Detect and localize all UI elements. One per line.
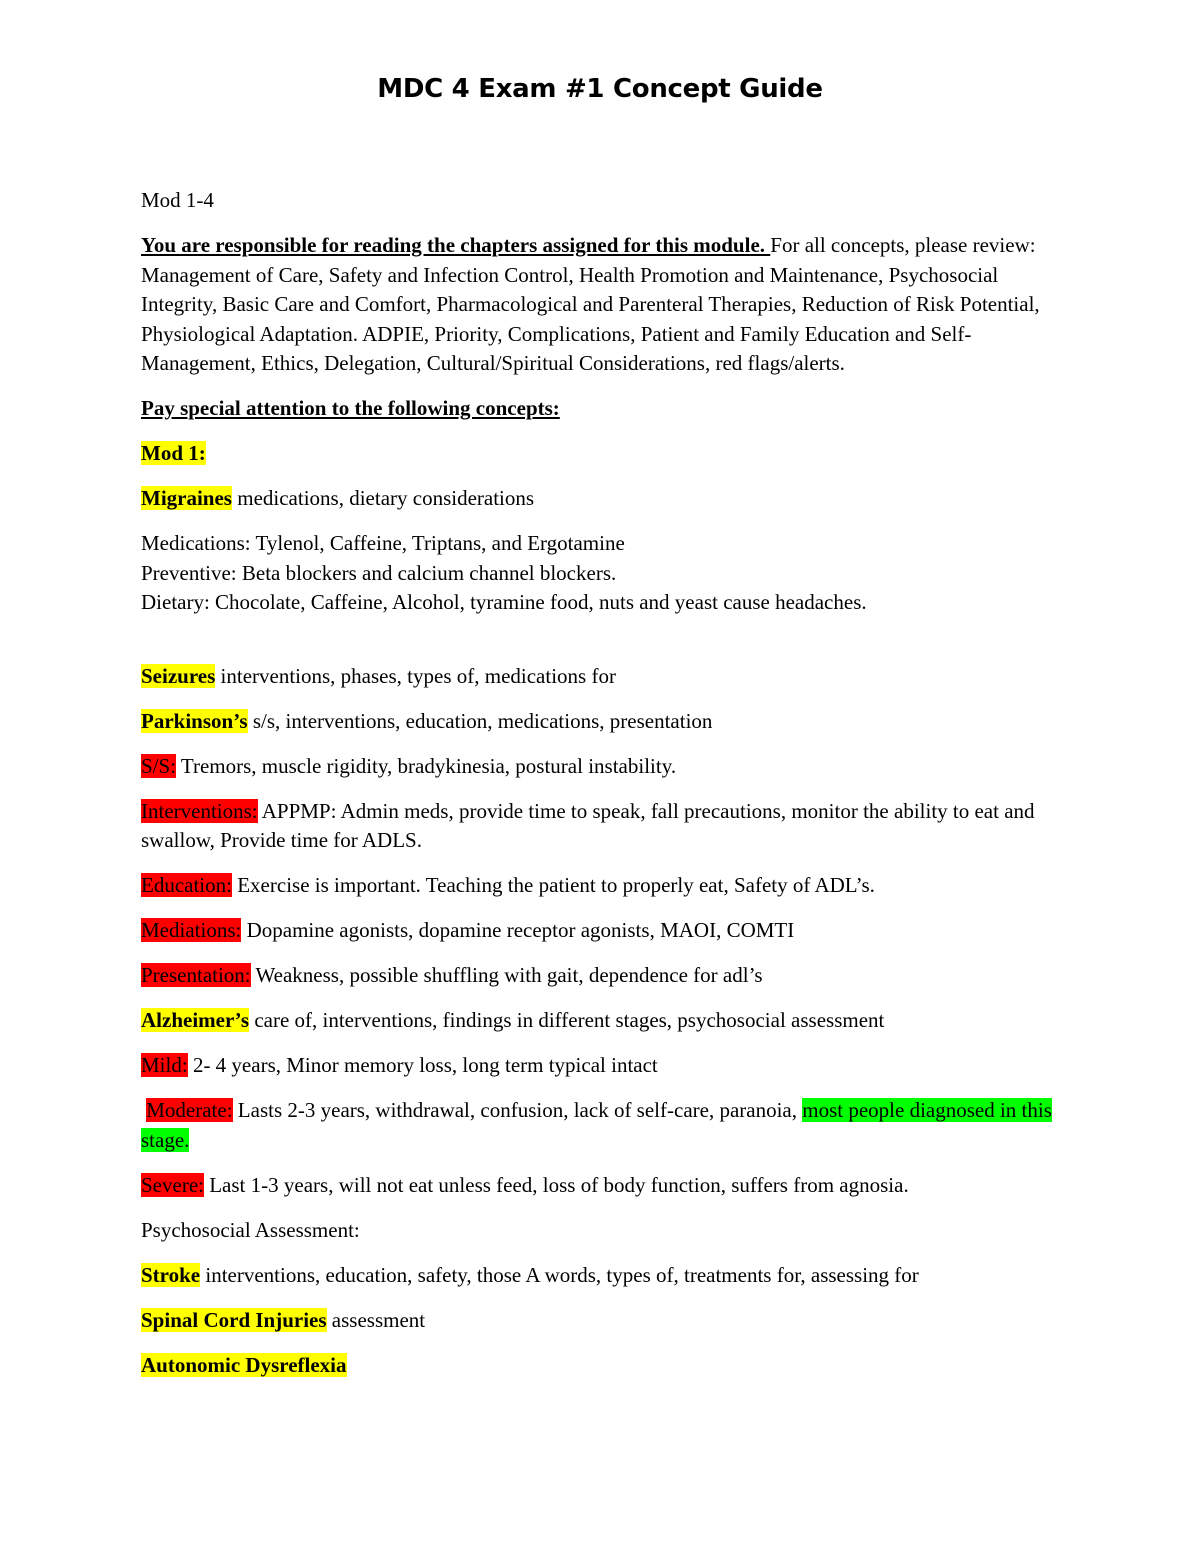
moderate-label: Moderate:: [146, 1098, 233, 1122]
severe-label: Severe:: [141, 1172, 204, 1197]
stroke-term: Stroke: [141, 1262, 201, 1287]
alzheimers-desc: care of, interventions, findings in different stages, psychosocial assessment: [249, 1008, 885, 1032]
alzheimers-mild: [141, 1051, 1061, 1081]
ss-label: S/S:: [141, 753, 177, 778]
migraines-preventive: Preventive: Beta blockers and calcium channel blockers.: [141, 560, 617, 585]
migraines-dietary: Dietary: Chocolate, Caffeine, Alcohol, tyramine food, nuts and yeast cause headaches.: [141, 590, 867, 614]
spacer: [141, 618, 1061, 662]
stroke-line: [141, 1261, 1061, 1291]
interventions-label: Interventions:: [141, 798, 258, 823]
alzheimers-severe: [141, 1171, 1061, 1201]
parkinsons-education: [141, 871, 1061, 901]
ss-text: Tremors, muscle rigidity, bradykinesia, postural instability.: [176, 753, 677, 778]
alzheimers-term: Alzheimer’s: [141, 1008, 250, 1032]
intro-paragraph: [141, 231, 1061, 379]
moderate-text: Lasts 2-3 years, withdrawal, confusion, lack of self-care, paranoia,: [232, 1098, 803, 1122]
alzheimers-line: [141, 1006, 1061, 1036]
intro-text: For all concepts, please review: Management of Care, Safety and Infection Control, Health Promotion and Maintenance, Psychosocial Integrity, Basic Care and Comfort, Pharmacological and Parenteral Therapies, Reduction of Risk Potential, Physiological Adaptation. ADPIE, Priority, Complications, Patient and Family Education and Self-Management, Ethics, Delegation, Cultural/Spiritual Considerations, red flags/alerts.: [141, 233, 1040, 375]
severe-text: Last 1-3 years, will not eat unless feed, loss of body function, suffers from agnosia.: [203, 1172, 909, 1197]
parkinsons-mediations: [141, 916, 1061, 946]
education-label: Education:: [141, 873, 232, 897]
migraines-term: Migraines: [141, 486, 232, 510]
mod1-heading-text: Mod 1:: [141, 441, 206, 465]
parkinsons-line: [141, 707, 1061, 737]
seizures-desc: interventions, phases, types of, medications for: [215, 663, 616, 688]
spinal-desc: assessment: [326, 1307, 426, 1332]
parkinsons-term: Parkinson’s: [141, 708, 248, 733]
interventions-text: APPMP: Admin meds, provide time to speak, fall precautions, monitor the ability to eat and swallow, Provide time for ADLS.: [141, 798, 1035, 852]
migraines-desc: medications, dietary considerations: [231, 486, 535, 510]
mild-label: Mild:: [141, 1053, 188, 1077]
migraines-line: [141, 484, 1061, 514]
parkinsons-presentation: [141, 961, 1061, 991]
autonomic-term: Autonomic Dysreflexia: [141, 1352, 347, 1377]
education-text: Exercise is important. Teaching the patient to properly eat, Safety of ADL’s.: [231, 873, 875, 897]
presentation-label: Presentation:: [141, 963, 251, 987]
psychosocial-assessment: Psychosocial Assessment:: [141, 1217, 360, 1242]
mild-text: 2- 4 years, Minor memory loss, long term typical intact: [187, 1053, 658, 1077]
moderate-green: most people diagnosed in this stage.: [141, 1098, 1052, 1152]
spinal-line: [141, 1306, 1061, 1336]
spinal-term: Spinal Cord Injuries: [141, 1307, 327, 1332]
document-body: [141, 186, 1061, 1396]
attention-heading: [141, 394, 1061, 424]
migraines-medications: Medications: Tylenol, Caffeine, Triptans, and Ergotamine: [141, 531, 625, 555]
mod1-heading: [141, 439, 1061, 469]
parkinsons-ss: [141, 752, 1061, 782]
intro-bold: You are responsible for reading the chapters assigned for this module.: [141, 233, 771, 257]
mediations-text: Dopamine agonists, dopamine receptor agonists, MAOI, COMTI: [241, 918, 795, 942]
autonomic-line: [141, 1351, 1061, 1381]
seizures-line: [141, 662, 1061, 692]
seizures-term: Seizures: [141, 663, 216, 688]
attention-heading-text: Pay special attention to the following concepts:: [141, 396, 560, 420]
page-title: MDC 4 Exam #1 Concept Guide: [377, 74, 823, 104]
parkinsons-desc: s/s, interventions, education, medications, presentation: [247, 708, 713, 733]
stroke-desc: interventions, education, safety, those A words, types of, treatments for, assessing for: [200, 1262, 919, 1287]
mediations-label: Mediations:: [141, 918, 242, 942]
presentation-text: Weakness, possible shuffling with gait, dependence for adl’s: [250, 963, 763, 987]
mod-range: Mod 1-4: [141, 188, 214, 212]
parkinsons-interventions: [141, 797, 1061, 856]
alzheimers-moderate: [141, 1096, 1061, 1155]
